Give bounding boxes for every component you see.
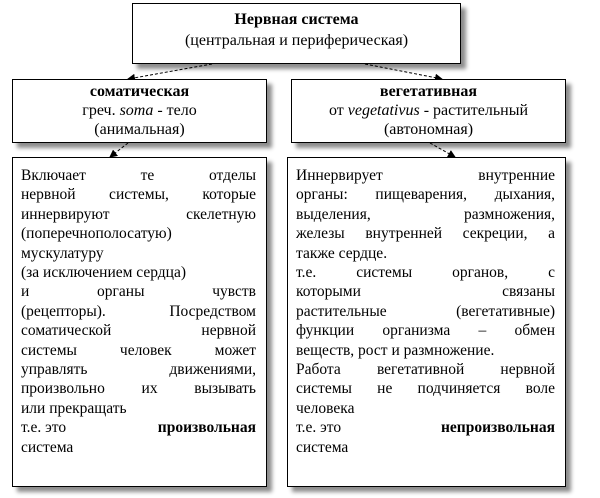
vegetative-line: также сердце. [296, 244, 388, 262]
arrow-vegetative-body [430, 143, 455, 157]
nervous-system-box [132, 3, 461, 64]
vegetative-etym-word: vegetativus [347, 102, 420, 119]
somatic-line: и органы чувств [21, 283, 256, 301]
vegetative-line: Иннервирует внутренние [296, 167, 555, 184]
root-subtitle: (центральная и периферическая) [184, 32, 409, 49]
vegetative-alt-name: (автономная) [383, 121, 474, 138]
somatic-line: (рецепторы). Посредством [21, 302, 256, 320]
vegetative-line: органы: пищеварения, дыхания, [296, 186, 555, 204]
vegetative-title: вегетативная [379, 83, 478, 100]
vegetative-line: выделения, размножения, [296, 205, 555, 223]
vegetative-line: человека [296, 399, 355, 417]
somatic-conclusion [21, 418, 256, 437]
somatic-line: соматической нервной [21, 322, 256, 340]
somatic-conclusion-word: произвольная [157, 419, 256, 437]
somatic-conclusion-tail: система [21, 438, 74, 456]
vegetative-conclusion-tail: система [296, 438, 349, 456]
vegetative-line: веществ, рост и размножение. [296, 341, 495, 359]
vegetative-line: растительные (вегетативные) [296, 302, 555, 320]
somatic-line: (за исключением сердца) [21, 264, 187, 282]
vegetative-conclusion [296, 418, 555, 437]
somatic-title: соматическая [89, 83, 190, 100]
somatic-line: нервной системы, которые [21, 186, 256, 204]
vegetative-line: железы внутренней секреции, а [296, 225, 555, 243]
arrow-to-vegetative [365, 64, 442, 79]
somatic-description-box [12, 157, 267, 487]
somatic-etymology [13, 101, 266, 120]
vegetative-conclusion-word: непроизвольная [440, 419, 555, 437]
arrow-somatic-body [110, 143, 128, 157]
somatic-etym-rest: - тело [157, 102, 197, 119]
somatic-line: управлять движениями, [21, 361, 256, 379]
somatic-line: или прекращать [21, 399, 127, 417]
vegetative-line: функции организма – обмен [296, 322, 555, 340]
somatic-line: мускулатуру [21, 244, 104, 262]
somatic-line: (поперечнополосатую) [21, 225, 172, 243]
vegetative-etym-rest: - растительный [423, 102, 529, 119]
somatic-header-box [12, 79, 267, 143]
somatic-line: иннервируют скелетную [21, 205, 256, 223]
vegetative-line: которыми связаны [296, 283, 555, 301]
somatic-line: Включает те отделы [21, 167, 256, 184]
somatic-line: произвольно их вызывать [21, 380, 256, 398]
arrow-to-somatic [128, 64, 212, 79]
somatic-etym-prefix: греч. [82, 102, 116, 119]
root-title: Нервная система [234, 11, 359, 28]
vegetative-line: т.е. системы органов, с [296, 264, 555, 282]
somatic-alt-name: (анимальная) [94, 121, 185, 138]
vegetative-description-box [287, 157, 566, 487]
somatic-conclusion-prefix: т.е. это [21, 419, 67, 437]
somatic-etym-word: soma [119, 102, 154, 119]
vegetative-etymology [292, 101, 565, 120]
vegetative-line: системы не подчиняется воле [296, 380, 555, 398]
vegetative-conclusion-prefix: т.е. это [296, 419, 342, 437]
vegetative-etym-prefix: от [328, 102, 344, 119]
vegetative-line: Работа вегетативной нервной [296, 361, 555, 379]
vegetative-header-box [291, 79, 566, 143]
somatic-line: системы человек может [21, 341, 256, 359]
